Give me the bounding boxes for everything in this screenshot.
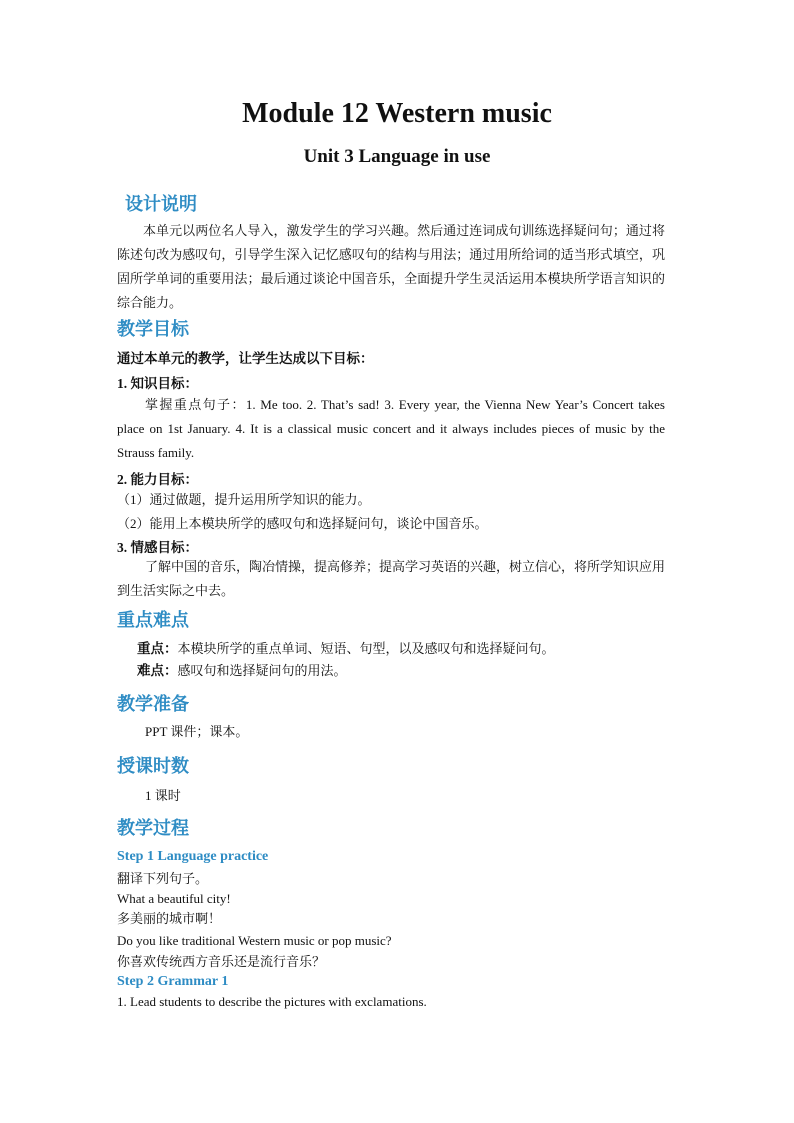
focus-text: 本模块所学的重点单词、短语、句型，以及感叹句和选择疑问句。 (177, 641, 555, 656)
key-points-heading: 重点难点 (117, 610, 189, 631)
step2-line-1: 1. Lead students to describe the pictures with exclamations. (117, 994, 427, 1009)
ability-item-1: （1）通过做题，提升运用所学知识的能力。 (117, 492, 371, 507)
difficulty-line (137, 659, 347, 683)
objectives-heading: 教学目标 (117, 319, 189, 340)
difficulty-text: 感叹句和选择疑问句的用法。 (177, 663, 347, 678)
step2-title: Step 2 Grammar 1 (117, 974, 229, 989)
objectives-intro: 通过本单元的教学，让学生达成以下目标： (117, 351, 374, 366)
process-heading: 教学过程 (117, 818, 189, 839)
step1-line-1: 翻译下列句子。 (117, 871, 209, 886)
design-heading: 设计说明 (125, 194, 197, 215)
step1-line-5: 你喜欢传统西方音乐还是流行音乐？ (117, 954, 326, 969)
step1-line-3: 多美丽的城市啊！ (117, 911, 222, 926)
step1-line-2: What a beautiful city! (117, 891, 231, 906)
knowledge-text: 掌握重点句子：1. Me too. 2. That’s sad! 3. Every year, the Vienna New Year’s Concert takes place on 1st January. 4. It is a classical music concert and it always includes pieces of music by the Strauss family. (117, 397, 665, 460)
knowledge-label: 1. 知识目标： (117, 376, 198, 391)
step1-line-4: Do you like traditional Western music or pop music? (117, 933, 392, 948)
difficulty-label: 难点： (137, 663, 178, 678)
hours-text: 1 课时 (145, 788, 181, 803)
preparation-text: PPT 课件；课本。 (145, 724, 249, 739)
ability-label: 2. 能力目标： (117, 472, 198, 487)
focus-label: 重点： (137, 641, 178, 656)
emotion-label: 3. 情感目标： (117, 540, 198, 555)
design-text: 本单元以两位名人导入，激发学生的学习兴趣。然后通过连词成句训练选择疑问句；通过将陈述句改为感叹句，引导学生深入记忆感叹句的结构与用法；通过用所给词的适当形式填空，巩固所学单词的重要用法；最后通过谈论中国音乐，全面提升学生灵活运用本模块所学语言知识的综合能力。 (117, 223, 665, 310)
page-subtitle: Unit 3 Language in use (303, 146, 491, 167)
hours-heading: 授课时数 (117, 756, 189, 777)
preparation-heading: 教学准备 (117, 694, 189, 715)
emotion-text: 了解中国的音乐，陶冶情操，提高修养；提高学习英语的兴趣，树立信心，将所学知识应用到生活实际之中去。 (117, 559, 666, 598)
ability-item-2: （2）能用上本模块所学的感叹句和选择疑问句，谈论中国音乐。 (117, 516, 488, 531)
step1-title: Step 1 Language practice (117, 849, 269, 864)
focus-line (137, 637, 555, 661)
page-title: Module 12 Western music (242, 98, 552, 129)
